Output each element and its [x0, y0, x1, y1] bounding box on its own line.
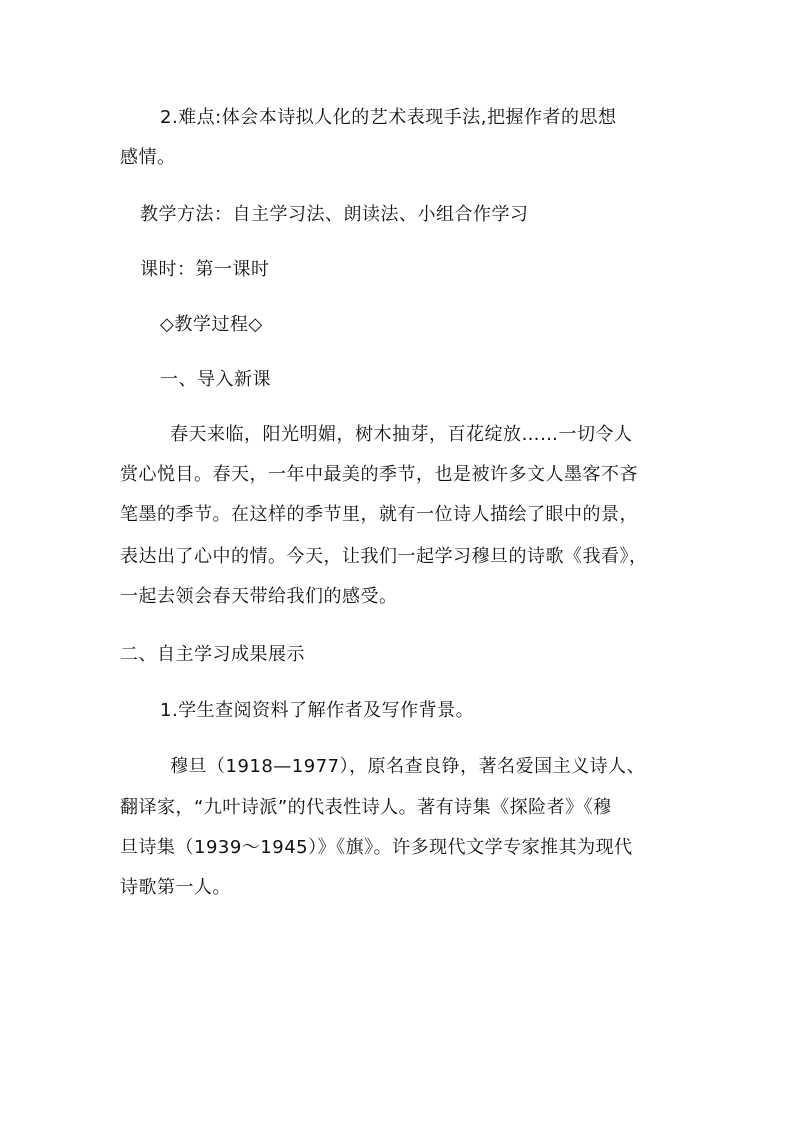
section-1-heading: 一、导入新课	[160, 369, 271, 390]
teaching-method: 教学方法：自主学习法、朗读法、小组合作学习	[140, 204, 529, 225]
class-hours: 课时：第一课时	[140, 259, 270, 280]
section-2-item-1: 1.学生查阅资料了解作者及写作背景。	[160, 700, 475, 721]
section-1-paragraph-line-5: 一起去领会春天带给我们的感受。	[120, 586, 398, 607]
section-1-paragraph-line-3: 笔墨的季节。在这样的季节里，就有一位诗人描绘了眼中的景，	[120, 504, 638, 525]
section-2-paragraph-line-1: 穆旦（1918—1977），原名查良铮，著名爱国主义诗人、	[170, 756, 646, 777]
section-1-paragraph-line-4: 表达出了心中的情。今天，让我们一起学习穆旦的诗歌《我看》，	[120, 546, 648, 567]
section-1-paragraph-line-1: 春天来临，阳光明媚，树木抽芽，百花绽放……一切令人	[170, 424, 633, 445]
section-1-paragraph-line-2: 赏心悦目。春天，一年中最美的季节，也是被许多文人墨客不吝	[120, 464, 638, 485]
difficulty-line-1: 2.难点:体会本诗拟人化的艺术表现手法,把握作者的思想	[160, 107, 617, 128]
section-2-paragraph-line-3: 旦诗集（1939～1945）》《旗》。许多现代文学专家推其为现代	[120, 837, 633, 858]
section-2-heading: 二、自主学习成果展示	[120, 644, 305, 665]
section-2-paragraph-line-4: 诗歌第一人。	[120, 877, 231, 898]
section-2-paragraph-line-2: 翻译家，“九叶诗派”的代表性诗人。著有诗集《探险者》《穆	[120, 797, 612, 818]
difficulty-line-2: 感情。	[120, 147, 176, 168]
process-heading: ◇教学过程◇	[160, 314, 263, 335]
